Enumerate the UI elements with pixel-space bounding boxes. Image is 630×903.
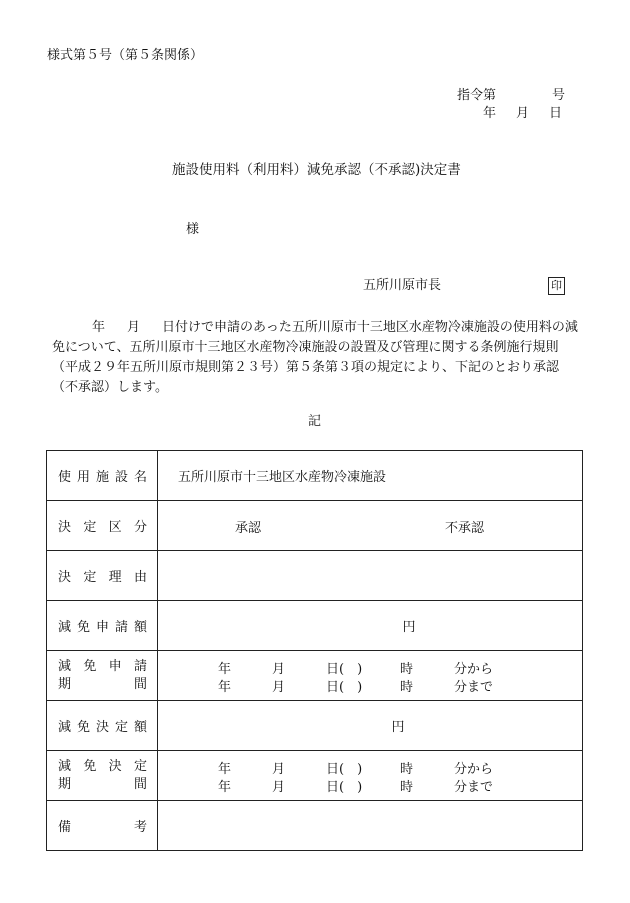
order-number (457, 88, 565, 104)
facility-label-cell (47, 451, 158, 501)
request-period-to (158, 676, 582, 694)
decided-from-minute: 分から (454, 761, 494, 777)
disapprove-option: 不承認 (445, 521, 485, 536)
request-period-from (158, 658, 582, 676)
issue-date-day: 日 (549, 106, 563, 121)
reason-label-cell (47, 551, 158, 601)
body-paragraph (52, 318, 582, 398)
issue-date (483, 106, 562, 122)
remarks-label: 備 考 (58, 820, 147, 835)
body-year: 年 (92, 320, 106, 335)
decided-to-hour: 時 (400, 779, 414, 795)
request-amount-yen: 円 (402, 620, 416, 635)
decision-value-cell (158, 501, 583, 551)
request-to-minute: 分まで (454, 679, 494, 695)
table-row-request-period (47, 651, 583, 701)
decided-period-value-cell (158, 751, 583, 801)
ki-heading: 記 (308, 414, 322, 429)
decided-to-day: 日( ) (326, 779, 363, 795)
decided-from-hour: 時 (400, 761, 414, 777)
table-row-decided-amount (47, 701, 583, 751)
request-from-day: 日( ) (326, 661, 363, 677)
decided-period-to (158, 776, 582, 794)
order-number-prefix: 指令第 (457, 88, 497, 103)
issue-date-year: 年 (483, 106, 497, 121)
decision-label: 決 定 区 分 (58, 520, 147, 535)
decided-to-month: 月 (272, 779, 286, 795)
table-row-reason (47, 551, 583, 601)
addressee: 様 (186, 222, 200, 237)
table-row-facility (47, 451, 583, 501)
facility-value: 五所川原市十三地区水産物冷凍施設 (178, 470, 387, 485)
decided-period-label-cell (47, 751, 158, 801)
request-from-month: 月 (272, 661, 286, 677)
request-period-label-top: 減 免 申 請 (58, 658, 147, 674)
issue-date-month: 月 (516, 106, 530, 121)
request-to-day: 日( ) (326, 679, 363, 695)
table-row-remarks (47, 801, 583, 851)
request-amount-label-cell (47, 601, 158, 651)
approve-option: 承認 (235, 521, 262, 536)
decided-amount-yen: 円 (391, 720, 405, 735)
decided-from-year: 年 (218, 761, 232, 777)
body-text: 日付けで申請のあった五所川原市十三地区水産物冷凍施設の使用料の減免について、五所川原市十三地区水産物冷凍施設の設置及び管理に関する条例施行規則（平成２９年五所川原市規則第２３号）第５条第３項の規定により、下記のとおり承認（不承認）します。 (52, 320, 578, 395)
decision-label-cell (47, 501, 158, 551)
decided-to-year: 年 (218, 779, 232, 795)
request-to-month: 月 (272, 679, 286, 695)
decided-period-label-bottom: 期 間 (58, 776, 147, 792)
decided-amount-label-cell (47, 701, 158, 751)
remarks-label-cell (47, 801, 158, 851)
decided-to-minute: 分まで (454, 779, 494, 795)
table-row-request-amount (47, 601, 583, 651)
facility-label: 使 用 施 設 名 (58, 470, 147, 485)
table-row-decided-period (47, 751, 583, 801)
decided-period-label-top: 減 免 決 定 (58, 758, 147, 774)
request-from-year: 年 (218, 661, 232, 677)
reason-label: 決 定 理 由 (58, 570, 147, 585)
request-amount-value-cell (158, 601, 583, 651)
request-amount-label: 減 免 申 請 額 (58, 620, 147, 635)
decided-from-month: 月 (272, 761, 286, 777)
reason-value-cell (158, 551, 583, 601)
remarks-value-cell (158, 801, 583, 851)
body-month: 月 (127, 320, 141, 335)
issuer-name: 五所川原市長 (363, 278, 442, 293)
form-number: 様式第５号（第５条関係） (47, 48, 204, 63)
decided-amount-value-cell (158, 701, 583, 751)
request-from-hour: 時 (400, 661, 414, 677)
document-title: 施設使用料（利用料）減免承認（不承認)決定書 (172, 162, 461, 178)
decided-period-from (158, 758, 582, 776)
request-period-label-bottom: 期 間 (58, 676, 147, 692)
seal-stamp: 印 (548, 277, 565, 295)
table-row-decision (47, 501, 583, 551)
order-number-suffix: 号 (552, 88, 566, 103)
request-from-minute: 分から (454, 661, 494, 677)
decided-from-day: 日( ) (326, 761, 363, 777)
request-period-value-cell (158, 651, 583, 701)
request-to-year: 年 (218, 679, 232, 695)
request-to-hour: 時 (400, 679, 414, 695)
decision-table (46, 450, 583, 851)
decided-amount-label: 減 免 決 定 額 (58, 720, 147, 735)
request-period-label-cell (47, 651, 158, 701)
facility-value-cell (158, 451, 583, 501)
